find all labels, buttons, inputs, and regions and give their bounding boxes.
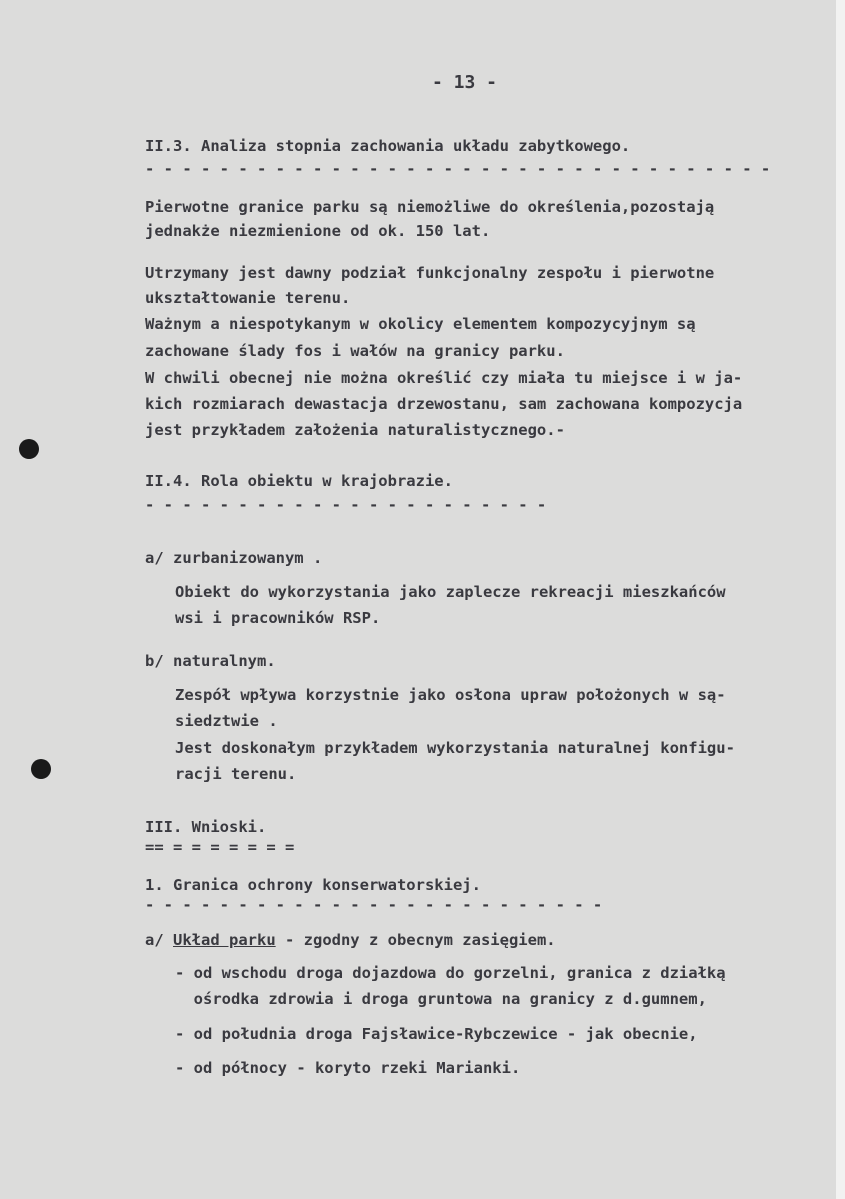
list-item: - od wschodu droga dojazdowa do gorzelni, granica z działką (175, 964, 726, 982)
paragraph-line: Ważnym a niespotykanym w okolicy elementem kompozycyjnym są (145, 315, 696, 333)
paragraph-line: siedztwie . (175, 712, 278, 730)
paragraph-line: zachowane ślady fos i wałów na granicy parku. (145, 342, 565, 360)
punch-hole (31, 759, 51, 779)
paragraph-line: W chwili obecnej nie można określić czy miała tu miejsce i w ja- (145, 369, 743, 387)
list-text: - zgodny z obecnym zasięgiem. (275, 931, 556, 949)
heading-underline: - - - - - - - - - - - - - - - - - - - - - - - - - - - - - - - - - - (145, 160, 771, 178)
paragraph-line: Zespół wpływa korzystnie jako osłona upraw położonych w są- (175, 686, 726, 704)
list-prefix: a/ (145, 931, 173, 949)
heading-underline: == = = = = = = = (145, 838, 295, 856)
paragraph-line: jednakże niezmienione od ok. 150 lat. (145, 222, 491, 240)
paper-edge (836, 0, 845, 1199)
page-number: - 13 - (432, 72, 498, 93)
section-heading: II.4. Rola obiektu w krajobrazie. (145, 472, 453, 490)
punch-hole (19, 439, 39, 459)
section-heading: II.3. Analiza stopnia zachowania układu zabytkowego. (145, 137, 631, 155)
subsection-heading: 1. Granica ochrony konserwatorskiej. (145, 876, 481, 894)
list-label: b/ naturalnym. (145, 652, 276, 670)
paragraph-line: ukształtowanie terenu. (145, 289, 351, 307)
paragraph-line: kich rozmiarach dewastacja drzewostanu, sam zachowana kompozycja (145, 395, 743, 413)
paragraph-line: Pierwotne granice parku są niemożliwe do określenia,pozostają (145, 198, 715, 216)
list-item (145, 931, 556, 949)
paragraph-line: Jest doskonałym przykładem wykorzystania naturalnej konfigu- (175, 739, 735, 757)
paragraph-line: Utrzymany jest dawny podział funkcjonalny zespołu i pierwotne (145, 264, 715, 282)
underlined-term: Układ parku (173, 931, 276, 949)
paragraph-line: racji terenu. (175, 765, 297, 783)
list-item: - od północy - koryto rzeki Marianki. (175, 1059, 521, 1077)
heading-underline: - - - - - - - - - - - - - - - - - - - - - - (145, 496, 547, 514)
section-heading: III. Wnioski. (145, 818, 267, 836)
paragraph-line: wsi i pracowników RSP. (175, 609, 381, 627)
list-item: - od południa droga Fajsławice-Rybczewice - jak obecnie, (175, 1025, 698, 1043)
list-item: ośrodka zdrowia i droga gruntowa na granicy z d.gumnem, (175, 990, 707, 1008)
list-label: a/ zurbanizowanym . (145, 549, 323, 567)
paragraph-line: jest przykładem założenia naturalistycznego.- (145, 421, 565, 439)
paragraph-line: Obiekt do wykorzystania jako zaplecze rekreacji mieszkańców (175, 583, 726, 601)
heading-underline: - - - - - - - - - - - - - - - - - - - - - - - - - (145, 896, 603, 914)
